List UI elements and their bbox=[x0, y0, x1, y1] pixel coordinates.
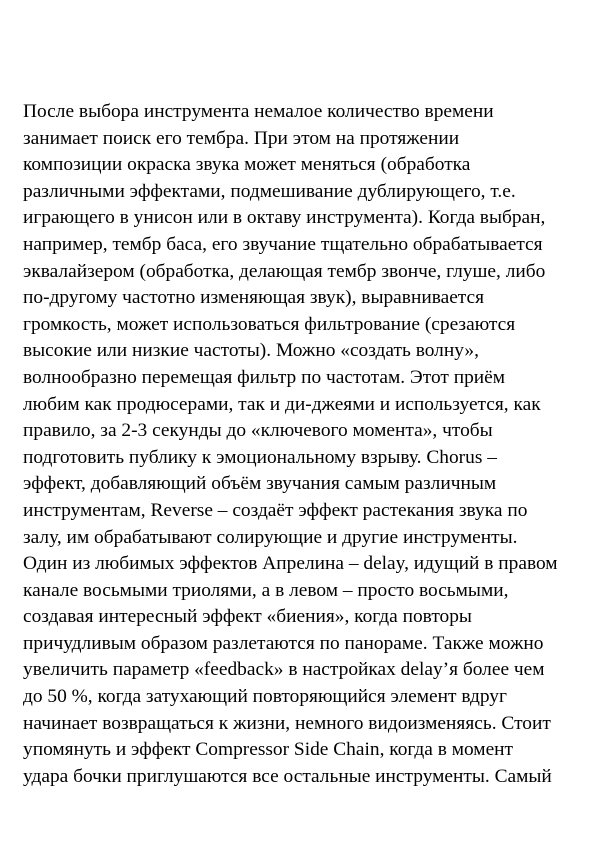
text-line: После выбора инструмента немалое количество времени bbox=[23, 101, 494, 122]
text-line: удара бочки приглушаются все остальные инструменты. Самый bbox=[23, 765, 552, 787]
text-line: залу, им обрабатывают солирующие и другие инструменты. bbox=[23, 526, 518, 548]
text-line: например, тембр баса, его звучание тщательно обрабатывается bbox=[23, 233, 543, 255]
text-line: эффект, добавляющий объём звучания самым различным bbox=[23, 473, 497, 495]
text-line: композиции окраска звука может меняться (обработка bbox=[23, 154, 471, 176]
body-paragraph bbox=[23, 99, 583, 790]
text-line: до 50 %, когда затухающий повторяющийся элемент вдруг bbox=[23, 686, 507, 708]
text-line: любим как продюсерами, так и ди-джеями и используется, как bbox=[23, 393, 541, 415]
text-line: эквалайзером (обработка, делающая тембр звонче, глуше, либо bbox=[23, 260, 546, 282]
text-line: причудливым образом разлетаются по панораме. Также можно bbox=[23, 632, 544, 654]
text-line: подготовить публику к эмоциональному взрыву. Chorus – bbox=[23, 446, 497, 468]
text-line: упомянуть и эффект Compressor Side Chain, когда в момент bbox=[23, 739, 514, 761]
text-line: инструментам, Reverse – создаёт эффект растекания звука по bbox=[23, 499, 528, 521]
text-line: различными эффектами, подмешивание дублирующего, т.е. bbox=[23, 180, 516, 202]
text-line: создавая интересный эффект «биения», когда повторы bbox=[23, 606, 472, 628]
text-line: высокие или низкие частоты). Можно «создать волну», bbox=[23, 340, 479, 362]
text-line: начинает возвращаться к жизни, немного видоизменяясь. Стоит bbox=[23, 712, 551, 734]
text-line: играющего в унисон или в октаву инструмента). Когда выбран, bbox=[23, 207, 546, 229]
text-line: по-другому частотно изменяющая звук), выравнивается bbox=[23, 287, 485, 309]
text-line: громкость, может использоваться фильтрование (срезаются bbox=[23, 313, 516, 335]
text-line: волнообразно перемещая фильтр по частотам. Этот приём bbox=[23, 366, 506, 388]
text-line: занимает поиск его тембра. При этом на протяжении bbox=[23, 127, 460, 149]
text-line: правило, за 2-3 секунды до «ключевого момента», чтобы bbox=[23, 420, 493, 442]
text-line: канале восьмыми триолями, а в левом – просто восьмыми, bbox=[23, 579, 509, 601]
text-line: Один из любимых эффектов Апрелина – delay, идущий в правом bbox=[23, 553, 558, 575]
text-line: увеличить параметр «feedback» в настройках delay’я более чем bbox=[23, 659, 545, 681]
